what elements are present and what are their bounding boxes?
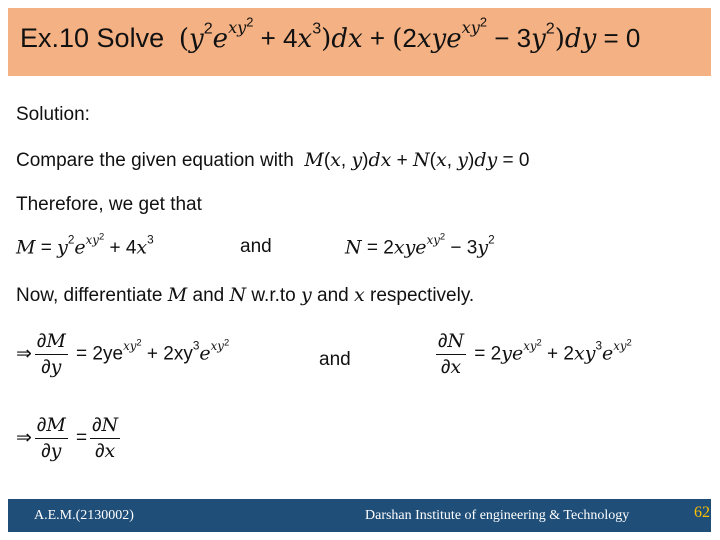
compare-equation: M(x, y)dx + N(x, y)dy = 0 — [304, 149, 530, 171]
differentiate-text: Now, differentiate M and N w.r.to y and x respectively. — [16, 284, 475, 306]
course-code: A.E.M.(2130002) — [34, 508, 134, 523]
solution-label: Solution: — [16, 104, 90, 125]
slide-title — [20, 15, 641, 55]
institute-name: Darshan Institute of engineering & Technology — [365, 508, 630, 523]
dM-dy-equation: ⇒ $\frac{\partial M}{\partial y}$ = $2ye^{xy^2} + 2xy^3e^{xy^2}$ — [16, 330, 230, 378]
title-equation: $(y^2e^{xy^2} + 4x^3)dx + (2xye^{xy^2} - 3y^2)dy = 0$ — [178, 15, 641, 55]
therefore-text: Therefore, we get that — [16, 194, 202, 215]
and-text-1: and — [240, 236, 272, 257]
title-bar — [8, 8, 711, 76]
dN-dx-equation: $\frac{\partial N}{\partial x}$ = $2ye^{xy^2} + 2xy^3e^{xy^2}$ — [438, 330, 632, 378]
compare-line — [16, 149, 529, 172]
N-equation: $N = 2xye^{xy^2} - 3y^2$ — [345, 230, 495, 259]
exact-condition-equation: ⇒ $\frac{\partial M}{\partial y}$ = $\frac{\partial N}{\partial x}$ — [16, 414, 119, 462]
title-prefix: Ex.10 Solve — [20, 23, 165, 54]
and-text-2: and — [319, 349, 351, 370]
compare-text: Compare the given equation with — [16, 150, 294, 171]
footer-bar — [8, 499, 711, 532]
M-equation: $M = y^2e^{xy^2} + 4x^3$ — [16, 230, 154, 259]
page-number: 62 — [694, 504, 710, 521]
